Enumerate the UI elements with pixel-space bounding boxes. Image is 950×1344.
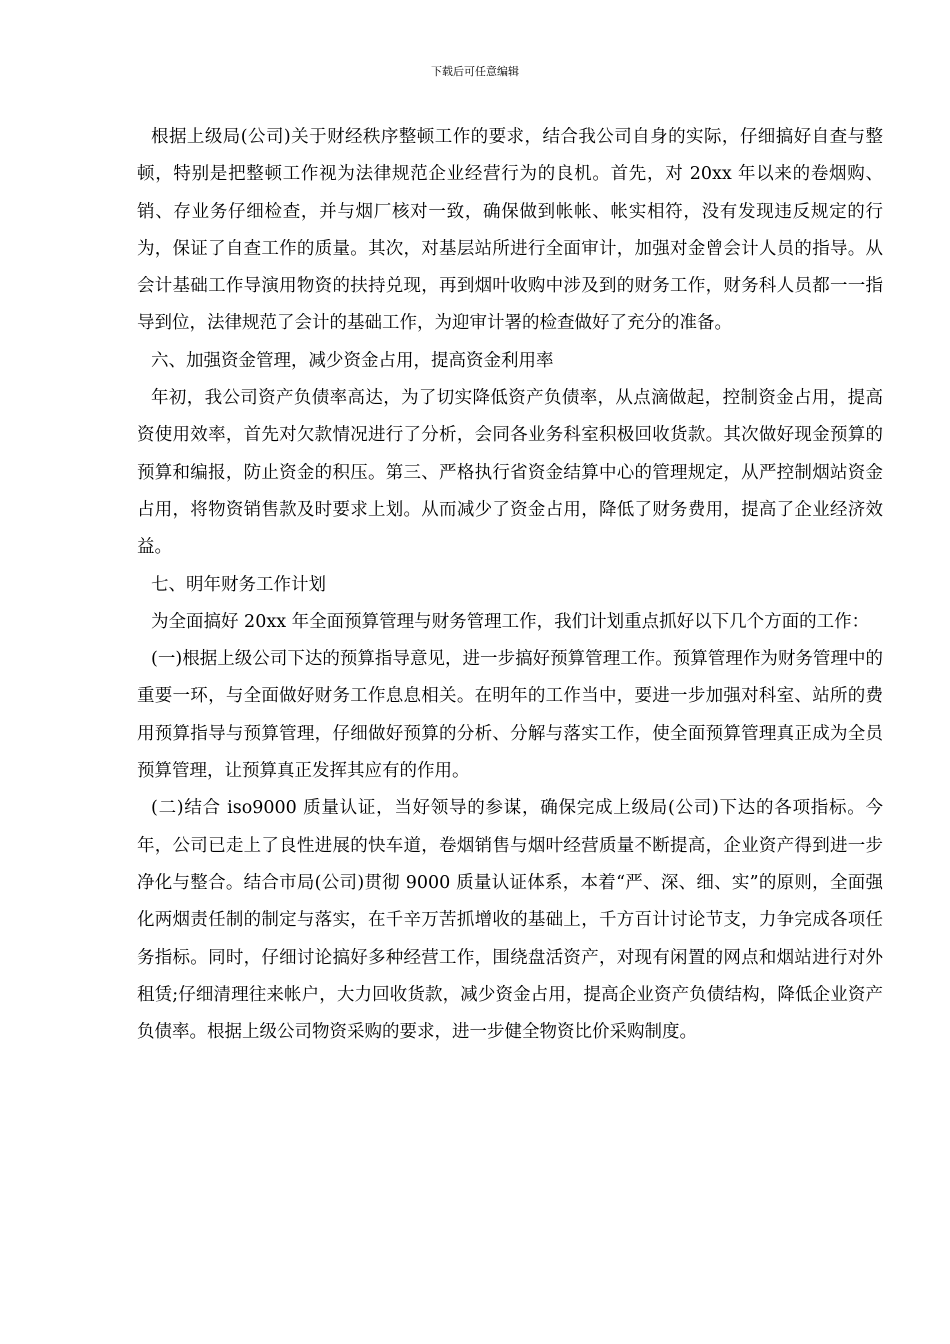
page-header: 下载后可任意编辑 — [431, 65, 519, 78]
document-body — [137, 119, 883, 1051]
section-heading-fund-management: 六、加强资金管理，减少资金占用，提高资金利用率 — [151, 350, 554, 371]
paragraph-plan-intro: 为全面搞好 20xx 年全面预算管理与财务管理工作，我们计划重点抓好以下几个方面的工作： — [151, 611, 870, 632]
paragraph-plan-item-1: (一)根据上级公司下达的预算指导意见，进一步搞好预算管理工作。预算管理作为财务管理中的重要一环，与全面做好财务工作息息相关。在明年的工作当中，要进一步加强对科室、站所的费用预算指导与预算管理，仔细做好预算的分析、分解与落实工作，使全面预算管理真正成为全员预算管理，让预算真正发挥其应有的作用。 — [137, 649, 883, 782]
paragraph-fund-management: 年初，我公司资产负债率高达，为了切实降低资产负债率，从点滴做起，控制资金占用，提高资使用效率，首先对欠款情况进行了分析，会同各业务科室积极回收货款。其次做好现金预算的预算和编报，防止资金的积压。第三、严格执行省资金结算中心的管理规定，从严控制烟站资金占用，将物资销售款及时要求上划。从而减少了资金占用，降低了财务费用，提高了企业经济效益。 — [137, 388, 883, 558]
paragraph-plan-item-2: (二)结合 iso9000 质量认证，当好领导的参谋，确保完成上级局(公司)下达的各项指标。今年，公司已走上了良性进展的快车道，卷烟销售与烟叶经营质量不断提高，企业资产得到进一步净化与整合。结合市局(公司)贯彻 9000 质量认证体系，本着“严、深、细、实”的原则，全面强化两烟责任制的制定与落实，在千辛万苦抓增收的基础上，千方百计讨论节支，力争完成各项任务指标。同时，仔细讨论搞好多种经营工作，围绕盘活资产，对现有闲置的网点和烟站进行对外租赁;仔细清理往来帐户，大力回收货款，减少资金占用，提高企业资产负债结构，降低企业资产负债率。根据上级公司物资采购的要求，进一步健全物资比价采购制度。 — [137, 798, 883, 1043]
paragraph-self-inspection: 根据上级局(公司)关于财经秩序整顿工作的要求，结合我公司自身的实际，仔细搞好自查与整顿，特别是把整顿工作视为法律规范企业经营行为的良机。首先，对 20xx 年以来的卷烟购、销、存业务仔细检查，并与烟厂核对一致，确保做到帐帐、帐实相符，没有发现违反规定的行为，保证了自查工作的质量。其次，对基层站所进行全面审计，加强对金曾会计人员的指导。从会计基础工作导演用物资的扶持兑现，再到烟叶收购中涉及到的财务工作，财务科人员都一一指导到位，法律规范了会计的基础工作，为迎审计署的检查做好了充分的准备。 — [137, 127, 883, 334]
section-heading-next-year-plan: 七、明年财务工作计划 — [151, 574, 326, 595]
